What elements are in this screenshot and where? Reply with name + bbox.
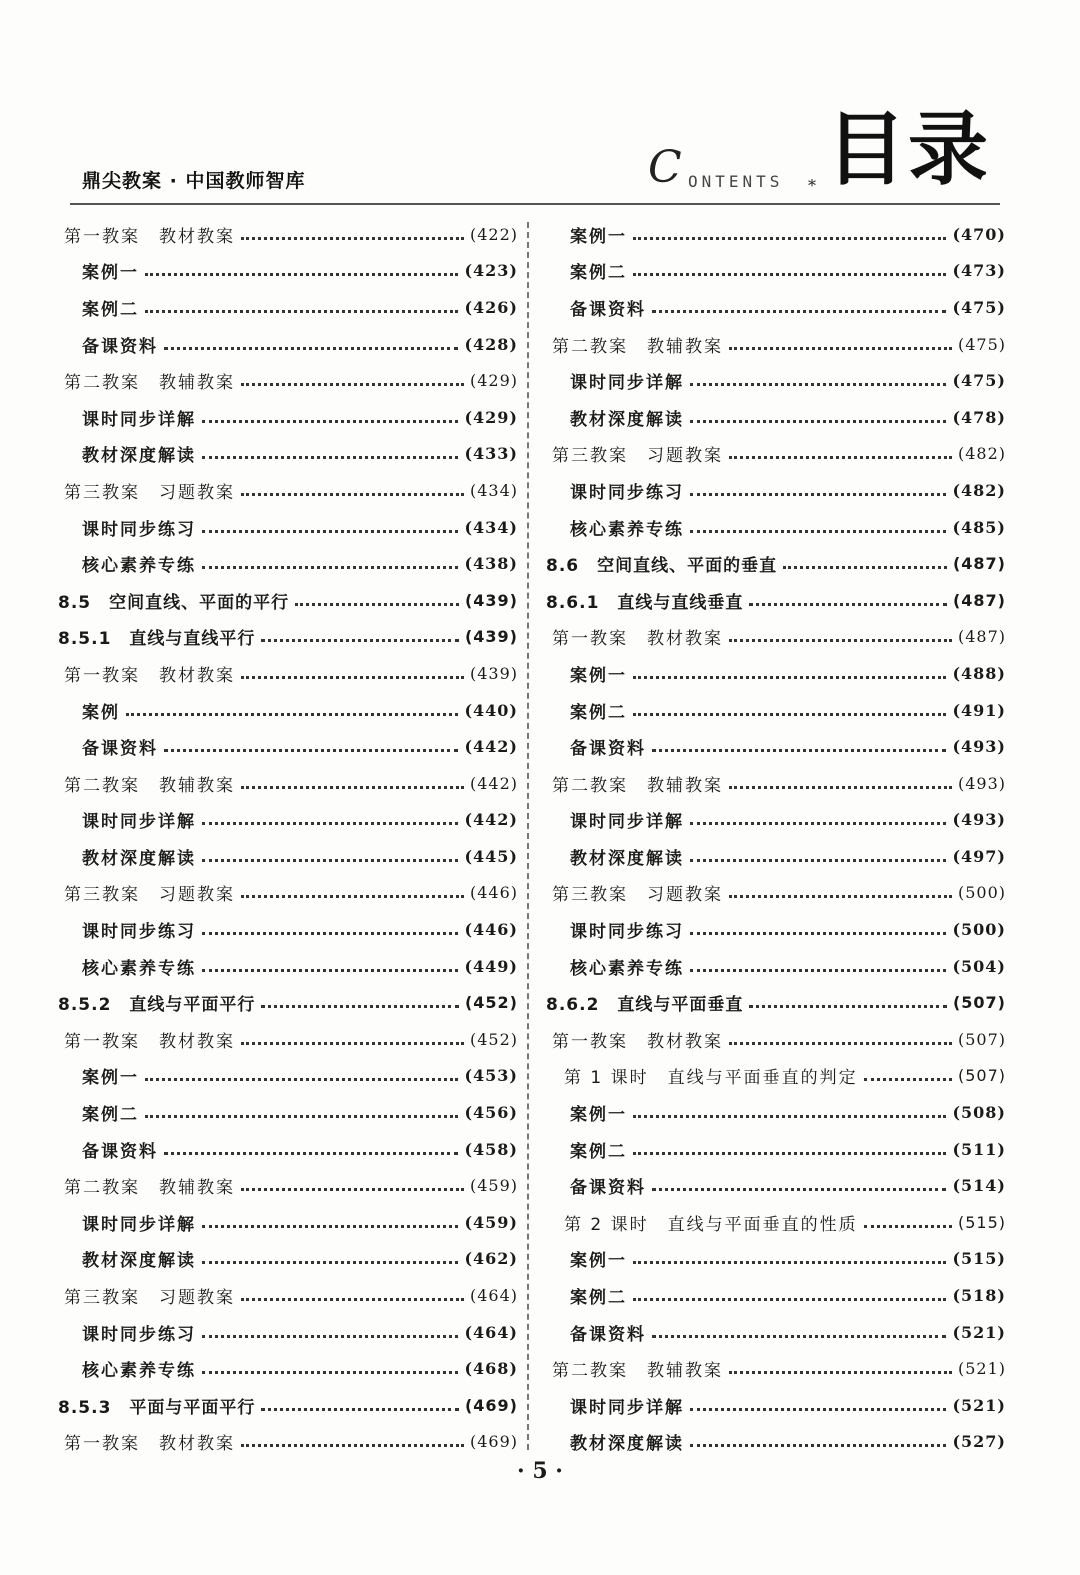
toc-entry[interactable] (58, 362, 518, 399)
dot-leader (783, 566, 947, 569)
toc-entry[interactable] (546, 1058, 1006, 1095)
dot-leader (690, 493, 946, 496)
toc-entry-page: (426) (464, 297, 518, 317)
toc-entry[interactable] (546, 1131, 1006, 1168)
toc-entry[interactable] (546, 362, 1006, 399)
dot-leader (164, 749, 458, 752)
toc-entry-page: (488) (952, 663, 1006, 683)
toc-entry-title: 教材深度解读 (82, 446, 196, 467)
dot-leader (633, 1152, 946, 1155)
toc-entry[interactable] (58, 1314, 518, 1351)
dot-leader (241, 237, 464, 240)
toc-entry-page: (515) (957, 1212, 1006, 1232)
toc-entry-title: 第二教案 教辅教案 (64, 373, 235, 394)
toc-entry-page: (504) (952, 956, 1006, 976)
toc-entry[interactable] (58, 582, 518, 619)
dot-leader (202, 969, 458, 972)
dot-leader (145, 310, 458, 313)
toc-entry-title: 备课资料 (570, 1178, 646, 1199)
toc-entry-title: 案例一 (82, 263, 139, 284)
dot-leader (241, 786, 464, 789)
dot-leader (202, 1335, 458, 1338)
dot-leader (241, 676, 464, 679)
toc-entry-title: 第一教案 教材教案 (64, 226, 235, 247)
series-title: 鼎尖教案 · 中国教师智库 (82, 170, 306, 192)
toc-entry[interactable] (58, 399, 518, 436)
toc-entry-title: 案例 (82, 702, 120, 723)
toc-entry-title: 第三教案 习题教案 (64, 885, 235, 906)
toc-entry-page: (487) (952, 590, 1006, 610)
toc-entry[interactable] (58, 1131, 518, 1168)
toc-entry-title: 案例二 (570, 263, 627, 284)
toc-entry[interactable] (546, 253, 1006, 290)
toc-entry-page: (507) (957, 1066, 1006, 1086)
toc-entry[interactable] (546, 1387, 1006, 1424)
toc-entry-page: (423) (464, 261, 518, 281)
dot-leader (690, 420, 946, 423)
toc-entry-title: 案例二 (82, 1105, 139, 1126)
toc-entry-page: (439) (464, 627, 518, 647)
toc-entry-page: (521) (957, 1359, 1006, 1379)
dot-leader (690, 859, 946, 862)
dot-leader (690, 822, 946, 825)
toc-entry-title: 核心素养专练 (570, 958, 684, 979)
contents-word: ONTENTS (688, 172, 784, 191)
toc-entry[interactable] (58, 1058, 518, 1095)
column-divider (527, 222, 529, 1450)
dot-leader (202, 420, 458, 423)
toc-entry[interactable] (58, 1241, 518, 1278)
toc-entry-page: (428) (464, 334, 518, 354)
toc-entry-title: 教材深度解读 (82, 1251, 196, 1272)
contents-initial: C (648, 142, 682, 193)
dot-leader (202, 530, 458, 533)
toc-entry[interactable] (546, 1241, 1006, 1278)
toc-entry-page: (521) (952, 1395, 1006, 1415)
dot-leader (145, 273, 458, 276)
toc-entry-title: 课时同步练习 (570, 922, 684, 943)
toc-entry-page: (475) (952, 371, 1006, 391)
toc-entry-page: (482) (957, 444, 1006, 464)
toc-entry-title: 案例一 (570, 665, 627, 686)
header-rule (70, 203, 1000, 205)
toc-entry-page: (446) (464, 920, 518, 940)
toc-entry-page: (493) (957, 773, 1006, 793)
toc-entry-title: 8.5.3 平面与平面平行 (58, 1397, 256, 1418)
toc-entry-page: (507) (957, 1029, 1006, 1049)
toc-entry[interactable] (546, 216, 1006, 253)
toc-entry-title: 案例一 (570, 1105, 627, 1126)
toc-entry[interactable] (58, 1204, 518, 1241)
toc-entry-page: (442) (464, 810, 518, 830)
dot-leader (729, 1042, 952, 1045)
toc-entry[interactable] (546, 1204, 1006, 1241)
toc-entry[interactable] (546, 582, 1006, 619)
toc-entry-title: 教材深度解读 (570, 1434, 684, 1455)
toc-entry-page: (442) (464, 737, 518, 757)
dot-leader (633, 273, 946, 276)
toc-entry[interactable] (546, 948, 1006, 985)
dot-leader (261, 1005, 459, 1008)
toc-entry[interactable] (546, 984, 1006, 1021)
dot-leader (202, 1371, 458, 1374)
toc-entry[interactable] (58, 216, 518, 253)
toc-entry-page: (439) (469, 663, 518, 683)
toc-entry[interactable] (58, 875, 518, 912)
toc-entry-title: 备课资料 (570, 739, 646, 760)
dot-leader (864, 1078, 952, 1081)
toc-entry-title: 备课资料 (82, 1141, 158, 1162)
toc-entry-title: 第一教案 教材教案 (64, 1031, 235, 1052)
toc-entry[interactable] (58, 326, 518, 363)
toc-entry-page: (470) (952, 224, 1006, 244)
toc-entry[interactable] (546, 765, 1006, 802)
toc-entry[interactable] (58, 1094, 518, 1131)
dot-leader (145, 1115, 458, 1118)
star-glyph: * (808, 176, 816, 195)
toc-entry-page: (475) (952, 297, 1006, 317)
toc-entry-title: 备课资料 (570, 1324, 646, 1345)
toc-entry-page: (458) (464, 1139, 518, 1159)
dot-leader (729, 786, 952, 789)
toc-entry[interactable] (58, 436, 518, 473)
toc-entry[interactable] (58, 655, 518, 692)
toc-entry-title: 课时同步详解 (570, 812, 684, 833)
dot-leader (202, 1261, 458, 1264)
toc-entry-page: (440) (464, 700, 518, 720)
toc-right-column (546, 216, 1006, 1460)
dot-leader (749, 603, 947, 606)
toc-entry-title: 8.5 空间直线、平面的平行 (58, 592, 290, 613)
dot-leader (690, 1408, 946, 1411)
toc-entry-title: 备课资料 (82, 336, 158, 357)
dot-leader (241, 1042, 464, 1045)
dot-leader (261, 1408, 459, 1411)
toc-entry-page: (438) (464, 554, 518, 574)
toc-entry[interactable] (546, 1167, 1006, 1204)
dot-leader (633, 1261, 946, 1264)
dot-leader (145, 1078, 458, 1081)
toc-entry-title: 8.5.2 直线与平面平行 (58, 995, 256, 1016)
toc-entry-page: (493) (952, 810, 1006, 830)
toc-entry-title: 课时同步详解 (570, 373, 684, 394)
dot-leader (164, 1152, 458, 1155)
toc-entry-page: (469) (469, 1432, 518, 1452)
toc-entry-title: 课时同步详解 (570, 1397, 684, 1418)
toc-entry[interactable] (546, 619, 1006, 656)
toc-entry[interactable] (546, 692, 1006, 729)
toc-entry-page: (487) (957, 627, 1006, 647)
toc-entry-page: (521) (952, 1322, 1006, 1342)
toc-entry[interactable] (58, 472, 518, 509)
toc-entry-page: (452) (464, 993, 518, 1013)
dot-leader (241, 1298, 464, 1301)
toc-entry-title: 第一教案 教材教案 (64, 665, 235, 686)
toc-entry[interactable] (546, 1021, 1006, 1058)
toc-entry-title: 核心素养专练 (570, 519, 684, 540)
toc-entry[interactable] (58, 1277, 518, 1314)
toc-entry-page: (452) (469, 1029, 518, 1049)
toc-entry[interactable] (546, 911, 1006, 948)
toc-entry-page: (462) (464, 1249, 518, 1269)
toc-left-column (58, 216, 518, 1460)
toc-entry-title: 课时同步详解 (82, 409, 196, 430)
toc-entry-title: 教材深度解读 (570, 848, 684, 869)
toc-entry-title: 教材深度解读 (82, 848, 196, 869)
toc-entry-page: (445) (464, 846, 518, 866)
toc-entry[interactable] (546, 838, 1006, 875)
toc-entry-title: 案例一 (570, 226, 627, 247)
toc-entry-title: 8.6.2 直线与平面垂直 (546, 995, 744, 1016)
dot-leader (690, 530, 946, 533)
toc-entry-title: 核心素养专练 (82, 556, 196, 577)
toc-entry-page: (456) (464, 1103, 518, 1123)
toc-entry[interactable] (58, 728, 518, 765)
dot-leader (202, 932, 458, 935)
dot-leader (633, 713, 946, 716)
toc-entry[interactable] (546, 728, 1006, 765)
toc-entry-page: (500) (957, 883, 1006, 903)
toc-entry-title: 案例一 (82, 1068, 139, 1089)
toc-entry-title: 案例一 (570, 1251, 627, 1272)
toc-entry[interactable] (546, 875, 1006, 912)
toc-entry-title: 8.6 空间直线、平面的垂直 (546, 556, 778, 577)
dot-leader (690, 1444, 946, 1447)
toc-entry-title: 第一教案 教材教案 (64, 1434, 235, 1455)
toc-entry-page: (491) (952, 700, 1006, 720)
toc-entry-page: (464) (469, 1286, 518, 1306)
toc-entry[interactable] (58, 1424, 518, 1461)
toc-entry-page: (497) (952, 846, 1006, 866)
toc-entry-title: 第二教案 教辅教案 (552, 775, 723, 796)
toc-entry[interactable] (58, 545, 518, 582)
toc-entry[interactable] (546, 399, 1006, 436)
dot-leader (729, 895, 952, 898)
toc-entry[interactable] (546, 472, 1006, 509)
toc-entry-title: 课时同步练习 (82, 1324, 196, 1345)
dot-leader (126, 713, 458, 716)
dot-leader (633, 676, 946, 679)
dot-leader (295, 603, 459, 606)
toc-entry-title: 核心素养专练 (82, 1361, 196, 1382)
toc-entry[interactable] (58, 948, 518, 985)
toc-entry-page: (459) (464, 1212, 518, 1232)
dot-leader (690, 969, 946, 972)
toc-entry[interactable] (58, 838, 518, 875)
toc-entry-title: 课时同步练习 (82, 922, 196, 943)
toc-entry-page: (514) (952, 1176, 1006, 1196)
toc-entry-page: (422) (469, 224, 518, 244)
dot-leader (261, 639, 459, 642)
dot-leader (633, 237, 946, 240)
toc-entry[interactable] (58, 911, 518, 948)
toc-entry-page: (429) (469, 371, 518, 391)
toc-entry-page: (482) (952, 480, 1006, 500)
dot-leader (202, 456, 458, 459)
toc-entry-page: (429) (464, 407, 518, 427)
toc-entry-title: 8.5.1 直线与直线平行 (58, 629, 256, 650)
toc-entry-title: 第二教案 教辅教案 (552, 336, 723, 357)
toc-entry-page: (500) (952, 920, 1006, 940)
dot-leader (633, 1298, 946, 1301)
toc-entry-title: 第三教案 习题教案 (552, 885, 723, 906)
dot-leader (749, 1005, 947, 1008)
dot-leader (729, 347, 952, 350)
toc-entry[interactable] (546, 1314, 1006, 1351)
toc-entry-page: (487) (952, 554, 1006, 574)
dot-leader (633, 1115, 946, 1118)
toc-entry[interactable] (546, 1094, 1006, 1131)
toc-entry-page: (453) (464, 1066, 518, 1086)
toc-entry-page: (464) (464, 1322, 518, 1342)
dot-leader (241, 383, 464, 386)
toc-entry[interactable] (546, 1277, 1006, 1314)
toc-entry-title: 课时同步练习 (570, 482, 684, 503)
dot-leader (202, 822, 458, 825)
toc-entry[interactable] (546, 802, 1006, 839)
toc-entry-page: (515) (952, 1249, 1006, 1269)
toc-entry[interactable] (546, 1424, 1006, 1461)
toc-entry-page: (469) (464, 1395, 518, 1415)
toc-entry[interactable] (546, 326, 1006, 363)
toc-entry-title: 案例二 (82, 299, 139, 320)
toc-entry[interactable] (546, 436, 1006, 473)
toc-entry[interactable] (546, 509, 1006, 546)
toc-entry-title: 8.6.1 直线与直线垂直 (546, 592, 744, 613)
toc-entry-page: (446) (469, 883, 518, 903)
toc-entry[interactable] (58, 509, 518, 546)
toc-entry-page: (473) (952, 261, 1006, 281)
toc-entry-page: (485) (952, 517, 1006, 537)
toc-entry-page: (511) (952, 1139, 1006, 1159)
toc-entry-page: (475) (957, 334, 1006, 354)
toc-entry-title: 备课资料 (570, 299, 646, 320)
dot-leader (202, 859, 458, 862)
dot-leader (729, 456, 952, 459)
dot-leader (652, 310, 946, 313)
toc-entry-title: 教材深度解读 (570, 409, 684, 430)
toc-entry-title: 核心素养专练 (82, 958, 196, 979)
toc-entry[interactable] (58, 1021, 518, 1058)
dot-leader (241, 1444, 464, 1447)
dot-leader (164, 347, 458, 350)
dot-leader (652, 1335, 946, 1338)
toc-entry-page: (493) (952, 737, 1006, 757)
toc-entry-page: (433) (464, 444, 518, 464)
toc-entry-title: 第二教案 教辅教案 (64, 1178, 235, 1199)
toc-entry-page: (442) (469, 773, 518, 793)
toc-entry-page: (527) (952, 1432, 1006, 1452)
toc-entry-page: (518) (952, 1286, 1006, 1306)
dot-leader (729, 1371, 952, 1374)
toc-entry-page: (449) (464, 956, 518, 976)
toc-entry-title: 第三教案 习题教案 (552, 446, 723, 467)
toc-entry-title: 第一教案 教材教案 (552, 629, 723, 650)
toc-entry-title: 第 1 课时 直线与平面垂直的判定 (564, 1068, 858, 1089)
toc-entry[interactable] (58, 619, 518, 656)
dot-leader (864, 1225, 952, 1228)
toc-entry-title: 第二教案 教辅教案 (552, 1361, 723, 1382)
toc-entry-title: 第一教案 教材教案 (552, 1031, 723, 1052)
page-title: 目录 (826, 103, 990, 196)
toc-entry-page: (508) (952, 1103, 1006, 1123)
dot-leader (202, 566, 458, 569)
toc-entry-title: 第三教案 习题教案 (64, 1288, 235, 1309)
toc-entry-title: 课时同步详解 (82, 1214, 196, 1235)
toc-entry[interactable] (58, 765, 518, 802)
toc-entry-title: 案例二 (570, 1141, 627, 1162)
toc-entry[interactable] (546, 545, 1006, 582)
toc-entry[interactable] (58, 984, 518, 1021)
page-header (0, 0, 1080, 215)
dot-leader (690, 932, 946, 935)
dot-leader (729, 639, 952, 642)
toc-entry-title: 课时同步详解 (82, 812, 196, 833)
toc-entry-title: 第二教案 教辅教案 (64, 775, 235, 796)
toc-entry[interactable] (546, 289, 1006, 326)
toc-entry[interactable] (58, 802, 518, 839)
toc-entry-page: (459) (469, 1176, 518, 1196)
dot-leader (202, 1225, 458, 1228)
dot-leader (690, 383, 946, 386)
dot-leader (241, 895, 464, 898)
toc-entry[interactable] (58, 253, 518, 290)
toc-entry[interactable] (546, 655, 1006, 692)
toc-entry-title: 案例二 (570, 1288, 627, 1309)
toc-entry[interactable] (58, 1350, 518, 1387)
toc-entry-page: (439) (464, 590, 518, 610)
page-number: · 5 · (517, 1458, 563, 1484)
toc-entry[interactable] (58, 692, 518, 729)
toc-entry-page: (478) (952, 407, 1006, 427)
toc-entry-page: (434) (464, 517, 518, 537)
dot-leader (241, 493, 464, 496)
toc-entry[interactable] (546, 1350, 1006, 1387)
dot-leader (652, 1188, 946, 1191)
toc-entry-title: 备课资料 (82, 739, 158, 760)
dot-leader (241, 1188, 464, 1191)
toc-entry-page: (434) (469, 480, 518, 500)
toc-entry[interactable] (58, 289, 518, 326)
toc-entry[interactable] (58, 1167, 518, 1204)
toc-entry-title: 案例二 (570, 702, 627, 723)
toc-entry[interactable] (58, 1387, 518, 1424)
toc-entry-title: 课时同步练习 (82, 519, 196, 540)
toc-entry-page: (468) (464, 1359, 518, 1379)
dot-leader (652, 749, 946, 752)
toc-entry-title: 第三教案 习题教案 (64, 482, 235, 503)
toc-entry-page: (507) (952, 993, 1006, 1013)
toc-entry-title: 第 2 课时 直线与平面垂直的性质 (564, 1214, 858, 1235)
